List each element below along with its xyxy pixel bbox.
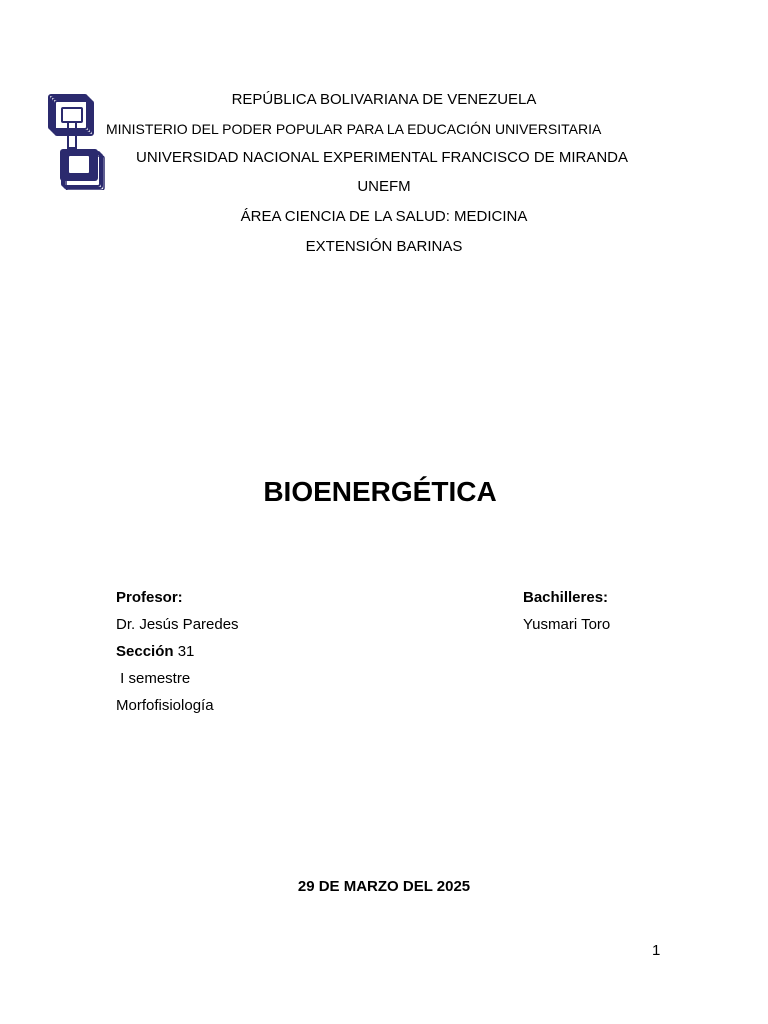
seccion-line xyxy=(116,638,239,665)
semestre-text: I semestre xyxy=(120,670,191,687)
materia: Morfofisiología xyxy=(116,697,214,714)
header-line-extension: EXTENSIÓN BARINAS xyxy=(305,238,463,255)
semestre xyxy=(116,665,239,692)
profesor-label: Profesor: xyxy=(116,589,183,606)
bachiller-name: Yusmari Toro xyxy=(523,616,611,633)
header-line-unefm: UNEFM xyxy=(357,178,411,195)
document-date: 29 DE MARZO DEL 2025 xyxy=(297,878,471,895)
profesor-name: Dr. Jesús Paredes xyxy=(116,616,239,633)
header-line-universidad: UNIVERSIDAD NACIONAL EXPERIMENTAL FRANCISCO DE MIRANDA xyxy=(136,149,629,166)
header-line-ministerio: MINISTERIO DEL PODER POPULAR PARA LA EDUCACIÓN UNIVERSITARIA xyxy=(106,121,602,137)
header-line-area: ÁREA CIENCIA DE LA SALUD: MEDICINA xyxy=(240,208,528,225)
seccion-label: Sección xyxy=(116,643,174,660)
header-line-republica: REPÚBLICA BOLIVARIANA DE VENEZUELA xyxy=(231,91,537,108)
page-number: 1 xyxy=(652,942,661,959)
seccion-value: 31 xyxy=(177,643,195,660)
professor-block xyxy=(116,584,239,719)
document-title: BIOENERGÉTICA xyxy=(263,476,497,507)
unefm-logo-icon xyxy=(48,94,108,190)
bachilleres-label: Bachilleres: xyxy=(523,589,609,606)
students-block xyxy=(523,584,610,638)
